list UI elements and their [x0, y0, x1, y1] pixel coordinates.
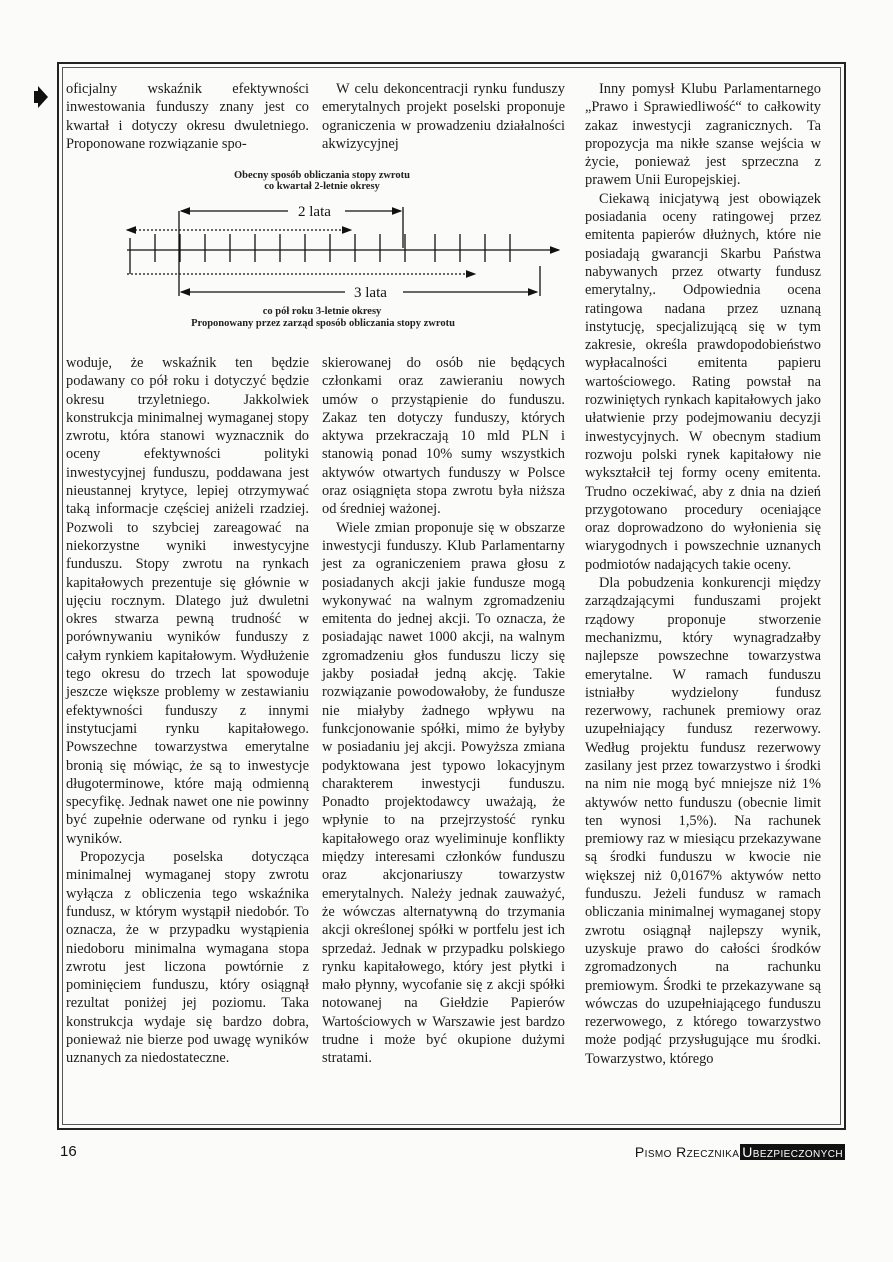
footer-title-part-1: Pismo Rzecznika	[634, 1144, 740, 1160]
paragraph: W celu dekoncentracji rynku funduszy emerytalnych projekt poselski proponuje ograniczenia w prowadzeniu działalności akwizycyjnej	[322, 81, 565, 152]
column-1-bottom	[66, 354, 309, 1068]
paragraph: Wiele zmian proponuje się w obszarze inwestycji funduszy. Klub Parlamentarny jest za ograniczeniem prawa głosu z posiadanych akcji jakie fundusze mogą wykonywać na walnym zgromadzeniu emitenta do jednej akcji. To oznacza, że posiadając nawet 1000 akcji, na walnym zgromadzeniu głos funduszu liczy się jakby posiadał jedną akcję. Takie rozwiązanie powodowałoby, że fundusze nie miałyby żadnego wpływu na funkcjonowanie spółki, mimo że byłyby w posiadaniu jej akcji. Powyższa zmiana podyktowana jest typowo lokacyjnym charakterem inwestycji funduszu. Ponadto projektodawcy uważają, że wpłynie to na przejrzystość rynku kapitałowego oraz wyeliminuje konflikty między interesami członków funduszu oraz akcjonariuszy towarzystw emerytalnych. Należy jednak zauważyć, że wówczas alternatywną do trzymania akcji określonej spółki w portfelu jest ich sprzedaż. Jednak w przypadku polskiego rynku kapitałowego, który jest płytki i mało płynny, wycofanie się z akcji spółki notowanej na Giełdzie Papierów Wartościowych w Warszawie jest bardzo trudne i może być okupione dużymi stratami.	[322, 519, 565, 1067]
paragraph: woduje, że wskaźnik ten będzie podawany co pół roku i dotyczyć będzie okresu trzyletniego. Jakkolwiek konstrukcja minimalnej wymaganej stopy zwrotu, która stanowi wyznacznik do oceny efektywności polityki inwestycyjnej funduszu, poddawana jest nieustannej krytyce, lepiej otrzymywać taką informacje częściej aniżeli rzadziej. Pozwoli to szybciej zareagować na niekorzystne wyniki inwestycyjne funduszu. Stopy zwrotu na rynkach kapitałowych prezentuje się głównie w ujęciu rocznym. Dlatego już dwuletni okres stwarza pewną trudność w porównywaniu wyników funduszy z całym rynkiem kapitałowym. Wydłużenie tego okresu do trzech lat spowoduje jeszcze większe problemy w zestawianiu efektywności funduszy z innymi instytucjami rynku kapitałowego. Powszechne towarzystwa emerytalne bronią się mówiąc, że są to inwestycje długoterminowe, które mają odmienną specyfikę. Jednak nawet one nie powinny być zupełnie oderwane od rynku i jego wyników.	[66, 355, 309, 847]
label-2-years: 2 lata	[298, 204, 331, 220]
timeline-figure	[113, 170, 573, 335]
running-footer	[635, 1144, 845, 1160]
column-2-bottom	[322, 354, 565, 1068]
figure-caption-top-2: co kwartał 2-letnie okresy	[264, 181, 380, 192]
page-number: 16	[60, 1143, 77, 1160]
column-3	[585, 80, 821, 1068]
paragraph: Inny pomysł Klubu Parlamentarnego „Prawo i Sprawiedliwość“ to całkowity zakaz inwestycji zagranicznych. Ta propozycja ma nikłe szanse wejścia w życie, ponieważ jest sprzeczna z prawem Unii Europejskiej.	[585, 81, 821, 189]
column-1-top	[66, 80, 309, 153]
paragraph: skierowanej do osób nie będących członkami oraz zawieraniu nowych umów o przystąpienie do funduszu. Zakaz ten dotyczy funduszy, których aktywa przekraczają 10 mld PLN i stanowią ponad 10% sumy wszystkich aktywów otwartych funduszy w Polsce oraz osiągnięta stopa zwrotu była niższa od średniej ważonej.	[322, 355, 565, 518]
figure-caption-bottom-1: co pół roku 3-letnie okresy	[262, 306, 382, 317]
column-2-top	[322, 80, 565, 153]
paragraph: Propozycja poselska dotycząca minimalnej wymaganej stopy zwrotu wyłącza z obliczenia tego wskaźnika fundusz, w którym wystąpił niedobór. To oznacza, że w przypadku wystąpienia niedoboru minimalna wymagana stopa zwrotu jest liczona powtórnie z pominięciem funduszu, który osiągnął rezultat poniżej jej poziomu. Taka konstrukcja wydaje się bardzo dobra, ponieważ nie bierze pod uwagę wyników uznanych za niedostateczne.	[66, 849, 309, 1067]
paragraph: oficjalny wskaźnik efektywności inwestowania funduszy znany jest co kwartał i dotyczy okresu dwuletniego. Proponowane rozwiązanie spo-	[66, 81, 309, 152]
footer-title-part-2: Ubezpieczonych	[742, 1144, 843, 1160]
paragraph: Dla pobudzenia konkurencji między zarządzającymi funduszami projekt rządowy proponuje stworzenie mechanizmu, który wynagradzałby najlepsze powszechne towarzystwa emerytalne. W ramach funduszu istniałby wydzielony fundusz rezerwowy, rachunek premiowy oraz uzupełniający fundusz rezerwowy. Według projektu fundusz rezerwowy zasilany jest przez towarzystwo i środki na nim nie mogą być mniejsze niż 1% aktywów netto funduszu (obecnie limit ten wynosi 1,5%). Na rachunek premiowy raz w miesiącu przekazywane są środki funduszu w kwocie nie większej niż 0,0167% aktywów netto funduszu. Jeżeli fundusz w ramach obliczania minimalnej wymaganej stopy zwrotu osiągnął najlepszy wynik, uzyskuje prawo do całości środków zgromadzonych na rachunku premiowym. Środki te przekazywane są wówczas do uzupełniającego funduszu rezerwowego, z którego towarzystwo może podjąć przysługujące mu środki. Towarzystwo, którego	[585, 575, 821, 1067]
margin-arrow-icon	[34, 86, 48, 108]
label-3-years: 3 lata	[354, 285, 387, 301]
figure-caption-top-1: Obecny sposób obliczania stopy zwrotu	[234, 170, 410, 181]
figure-caption-bottom-2: Proponowany przez zarząd sposób obliczania stopy zwrotu	[191, 318, 455, 329]
paragraph: Ciekawą inicjatywą jest obowiązek posiadania oceny ratingowej przez emitenta papierów dłużnych, które nie posiadają gwarancji Skarbu Państwa nabywanych przez otwarty fundusz emerytalny,. Odpowiednia ocena ratingowa nadana przez uznaną instytucję, specjalizującą się w tym zakresie, określa prawdopodobieństwo wypłacalności emitenta papieru wartościowego. Rating powstał na rozwiniętych rynkach kapitałowych jako ułatwienie przy podejmowaniu decyzji inwestycyjnych. W obecnym stadium rozwoju polski rynek kapitałowy nie wykształcił tej formy oceny emitenta. Trudno oczekiwać, aby z dnia na dzień przygotowano procedury oceniające oraz doprowadzono do wyłonienia się wiarygodnych i powszechnie uznanych podmiotów nadających takie oceny.	[585, 190, 821, 573]
